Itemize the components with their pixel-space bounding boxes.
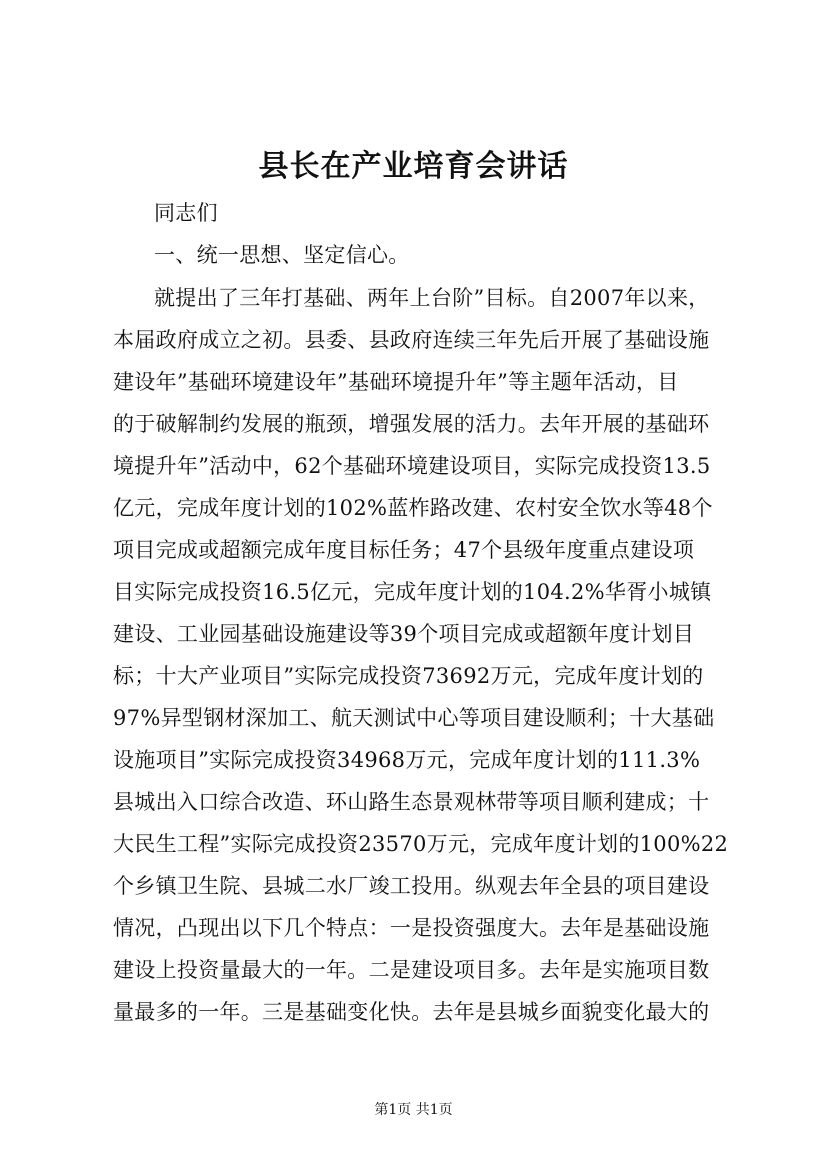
body-line: 的于破解制约发展的瓶颈，增强发展的活力。去年开展的基础环 xyxy=(113,412,710,436)
body-line: 情况，凸现出以下几个特点：一是投资强度大。去年是基础设施 xyxy=(113,916,710,940)
body-line: 97%异型钢材深加工、航天测试中心等项目建设顺利；十大基础 xyxy=(113,706,715,730)
body-line: 项目完成或超额完成年度目标任务；47个县级年度重点建设项 xyxy=(113,538,695,562)
body-line: 目实际完成投资16.5亿元，完成年度计划的104.2%华胥小城镇 xyxy=(113,580,712,604)
body-line: 境提升年”活动中，62个基础环境建设项目，实际完成投资13.5 xyxy=(113,454,711,478)
body-line: 建设上投资量最大的一年。二是建设项目多。去年是实施项目数 xyxy=(113,958,710,982)
body-line: 建设年”基础环境建设年”基础环境提升年”等主题年活动，目 xyxy=(113,370,679,394)
body-line: 亿元，完成年度计划的102%蓝柞路改建、农村安全饮水等48个 xyxy=(113,496,713,520)
body-line: 县城出入口综合改造、环山路生态景观林带等项目顺利建成；十 xyxy=(113,790,710,814)
body-line: 个乡镇卫生院、县城二水厂竣工投用。纵观去年全县的项目建设 xyxy=(113,874,710,898)
body-line: 本届政府成立之初。县委、县政府连续三年先后开展了基础设施 xyxy=(113,328,710,352)
body-line: 设施项目”实际完成投资34968万元，完成年度计划的111.3% xyxy=(113,748,701,772)
body-line: 就提出了三年打基础、两年上台阶”目标。自2007年以来， xyxy=(154,286,710,310)
body-line: 建设、工业园基础设施建设等39个项目完成或超额年度计划目 xyxy=(113,622,695,646)
body-line: 量最多的一年。三是基础变化快。去年是县城乡面貌变化最大的 xyxy=(113,1000,710,1024)
body-line: 大民生工程”实际完成投资23570万元，完成年度计划的100%22 xyxy=(113,832,729,856)
document-title: 县长在产业培育会讲话 xyxy=(258,149,569,184)
greeting: 同志们 xyxy=(154,201,218,225)
page-number-footer: 第1页 共1页 xyxy=(374,1102,453,1118)
body-line: 标；十大产业项目”实际完成投资73692万元，完成年度计划的 xyxy=(113,664,704,688)
section-heading: 一、统一思想、坚定信心。 xyxy=(154,243,410,267)
